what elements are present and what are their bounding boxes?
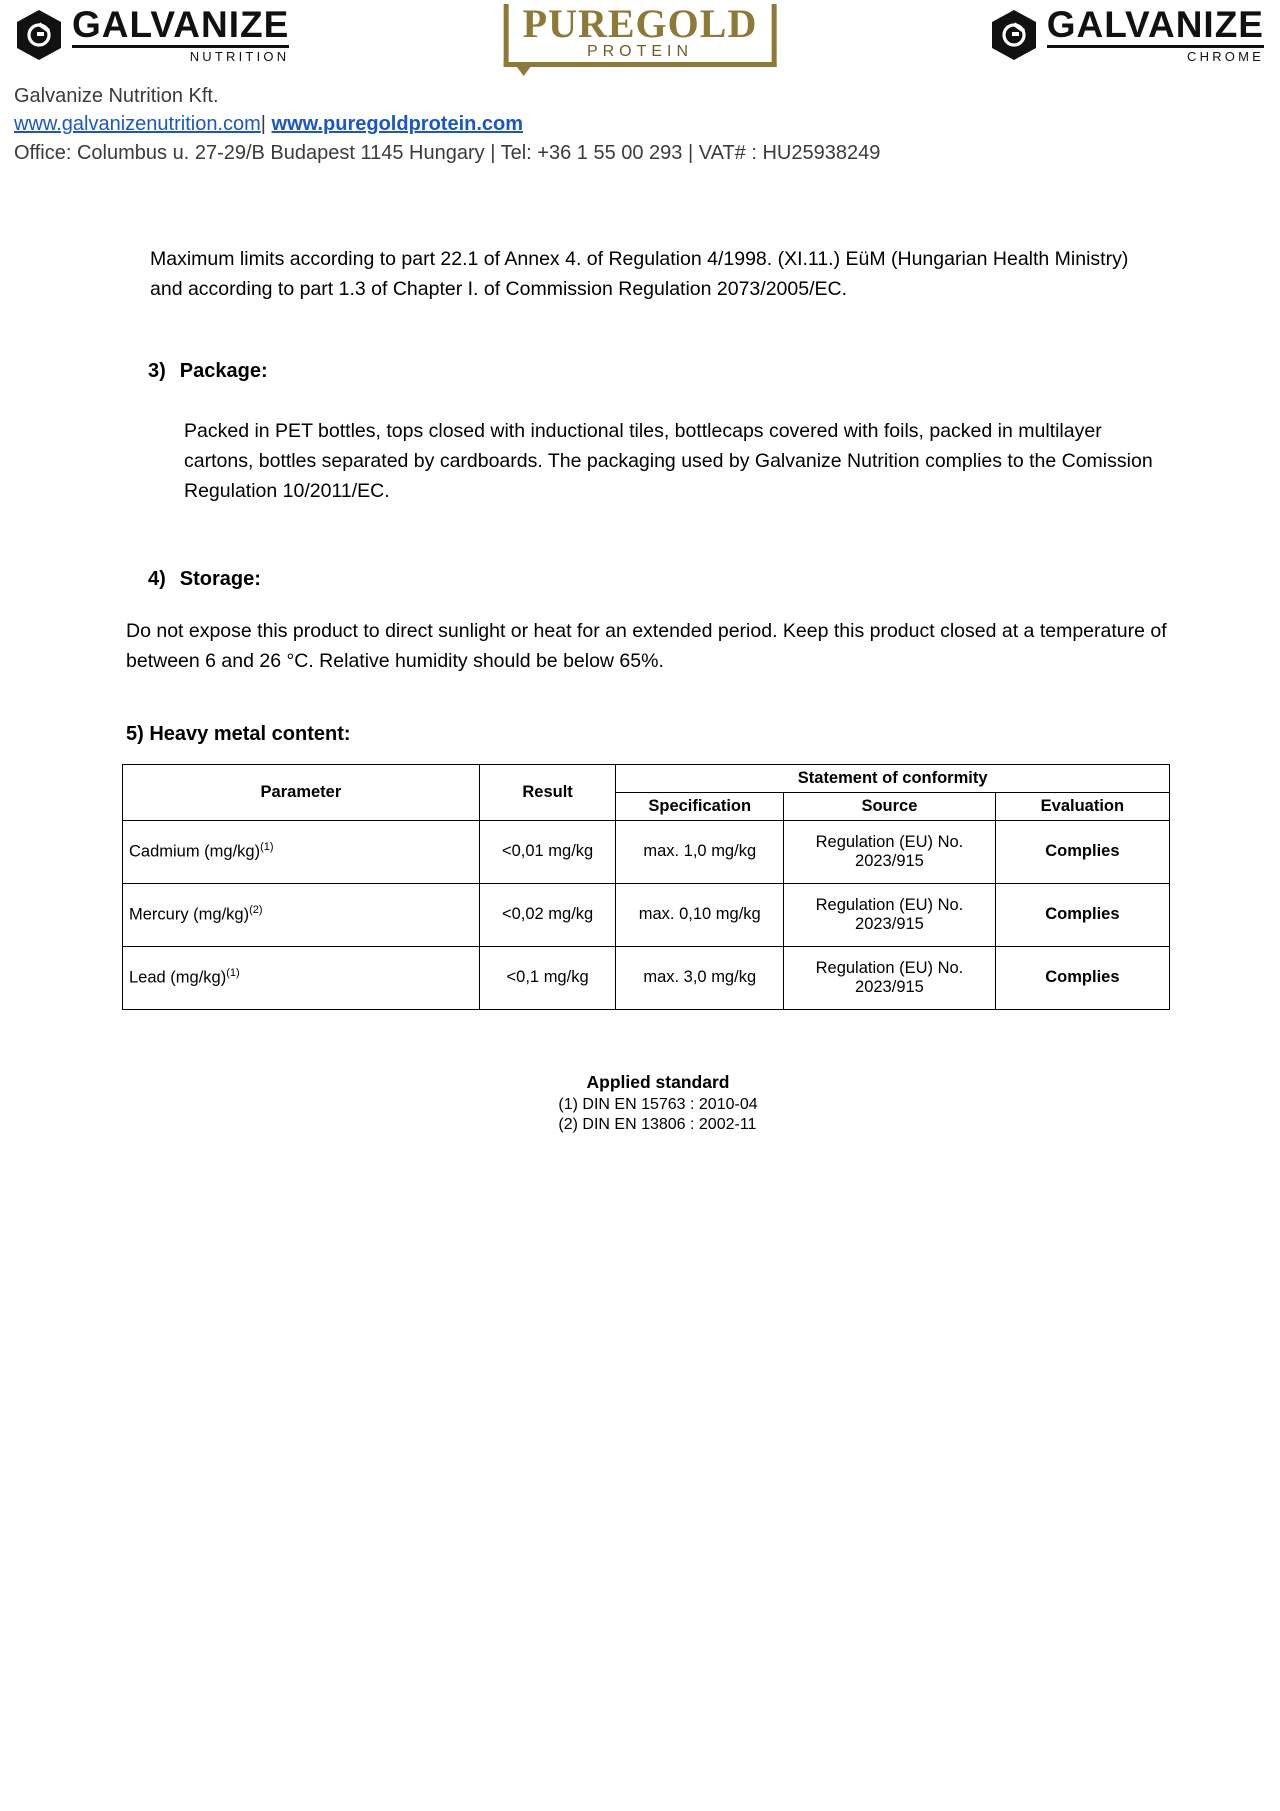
cell-specification: max. 0,10 mg/kg [616,883,784,946]
puregold-arrow-icon [515,64,533,76]
table-row [123,820,1170,883]
website-separator: | [260,113,266,136]
section-3-heading [148,360,1190,383]
table-header-row-1 [123,764,1170,792]
logo-center-main: PUREGOLD [522,1,758,46]
link-puregoldprotein[interactable]: www.puregoldprotein.com [271,113,524,136]
cell-result: <0,02 mg/kg [479,883,616,946]
company-address: Office: Columbus u. 27-29/B Budapest 1145 Hungary | Tel: +36 1 55 00 293 | VAT# : HU25938249 [14,141,881,164]
company-name: Galvanize Nutrition Kft. [14,85,219,107]
table-row [123,883,1170,946]
link-galvanizenutrition[interactable]: www.galvanizenutrition.com [14,113,261,136]
hexagon-g-icon [16,9,62,61]
parameter-footnote: (2) [249,904,263,917]
cell-specification: max. 1,0 mg/kg [616,820,784,883]
cell-evaluation: Complies [995,946,1169,1009]
cell-source: Regulation (EU) No. 2023/915 [784,883,996,946]
section-4-number: 4) [148,568,166,591]
heavy-metal-table [122,764,1170,1010]
logo-right-main: GALVANIZE [1046,4,1264,45]
th-result: Result [479,764,616,820]
cell-result: <0,1 mg/kg [479,946,616,1009]
cell-evaluation: Complies [995,820,1169,883]
logo-left-main: GALVANIZE [72,4,290,45]
th-source: Source [784,792,996,820]
section-4-text: Do not expose this product to direct sunlight or heat for an extended period. Keep this product closed at a temperature of between 6 and 26 °C. Relative humidity should be below 65%. [126,620,1167,672]
th-parameter: Parameter [123,764,480,820]
section-4-heading [148,568,1190,591]
applied-standard-title: Applied standard [586,1071,730,1092]
cell-source: Regulation (EU) No. 2023/915 [784,946,996,1009]
applied-standard-block [126,1072,1190,1136]
th-evaluation: Evaluation [995,792,1169,820]
hexagon-g-icon [991,9,1037,61]
section-3-number: 3) [148,360,166,383]
document-content [0,245,1280,1135]
applied-standard-line: (2) DIN EN 13806 : 2002-11 [558,1116,757,1134]
header-logo-bar [0,0,1280,80]
intro-paragraph: Maximum limits according to part 22.1 of Annex 4. of Regulation 4/1998. (XI.11.) EüM (Hungarian Health Ministry) and according to part 1.3 of Chapter I. of Commission Regulation 2073/2005/EC. [150,248,1129,300]
parameter-footnote: (1) [260,841,274,854]
cell-parameter [123,883,480,946]
th-statement-of-conformity: Statement of conformity [616,764,1170,792]
logo-center-sub: PROTEIN [586,43,694,60]
logo-right-sub: CHROME [1047,45,1264,64]
logo-puregold [504,1,777,67]
section-4-title: Storage: [179,568,261,591]
parameter-name: Mercury (mg/kg) [129,905,250,924]
cell-evaluation: Complies [995,883,1169,946]
logo-left-sub: NUTRITION [72,45,289,64]
company-info-block [0,80,1280,167]
table-row [123,946,1170,1009]
company-websites [14,110,1280,138]
puregold-frame-icon [504,1,777,67]
parameter-name: Cadmium (mg/kg) [129,842,261,861]
applied-standard-line: (1) DIN EN 15763 : 2010-04 [558,1095,758,1113]
parameter-name: Lead (mg/kg) [129,968,227,987]
th-specification: Specification [616,792,784,820]
logo-galvanize-nutrition [16,6,289,64]
cell-parameter [123,820,480,883]
parameter-footnote: (1) [226,967,240,980]
section-3-text: Packed in PET bottles, tops closed with inductional tiles, bottlecaps covered with foils, packed in multilayer cartons, bottles separated by cardboards. The packaging used by Galvanize Nutrition complies to the Comission Regulation 10/2011/EC. [184,420,1153,502]
section-3-title: Package: [179,360,268,383]
cell-parameter [123,946,480,1009]
cell-specification: max. 3,0 mg/kg [616,946,784,1009]
logo-galvanize-chrome [991,6,1264,64]
section-5-heading: 5) Heavy metal content: [126,722,351,745]
cell-result: <0,01 mg/kg [479,820,616,883]
cell-source: Regulation (EU) No. 2023/915 [784,820,996,883]
